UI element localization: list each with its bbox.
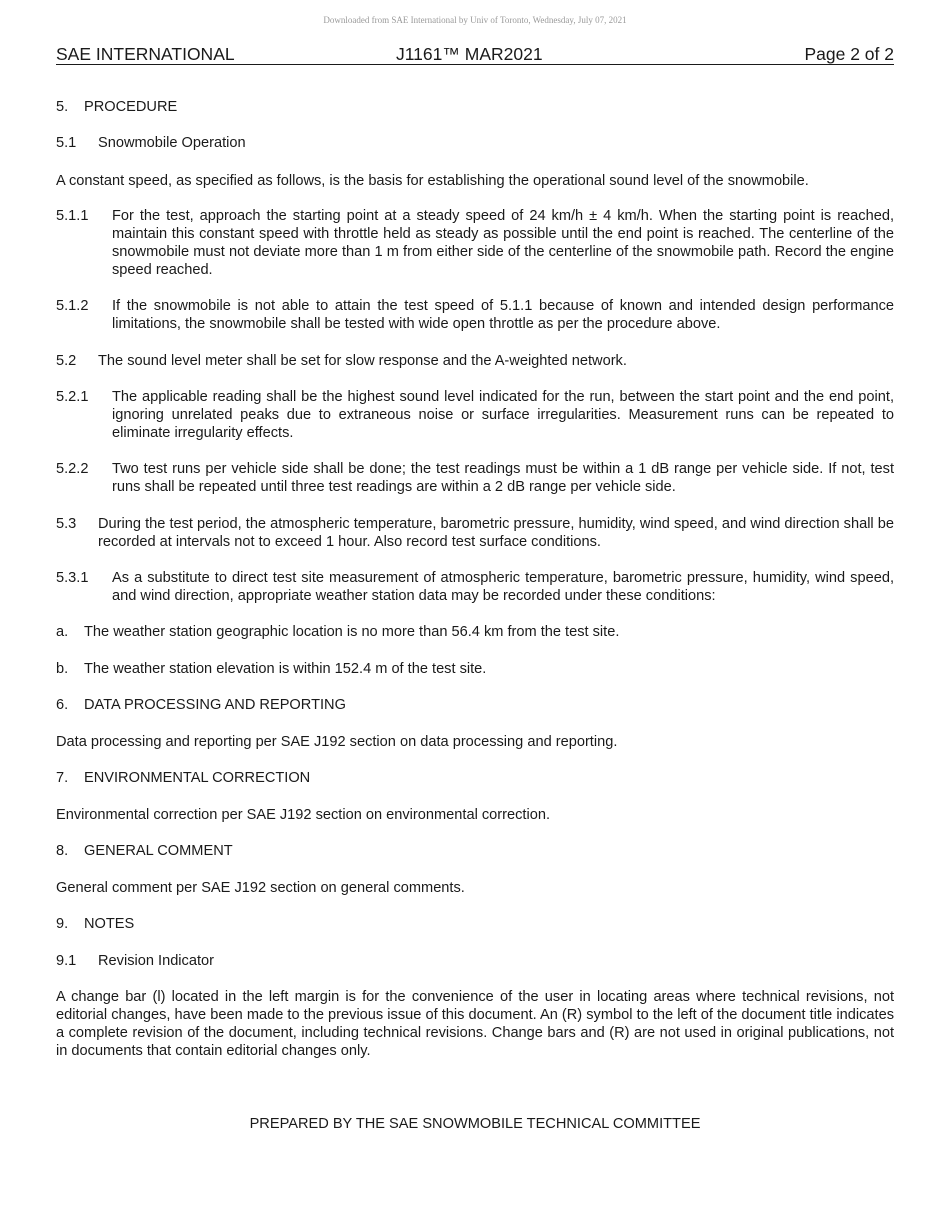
- page-header: [56, 44, 894, 65]
- committee-footer: PREPARED BY THE SAE SNOWMOBILE TECHNICAL COMMITTEE: [249, 1116, 701, 1132]
- section-5-1-2-text: If the snowmobile is not able to attain the test speed of 5.1.1 because of known and intended design performance limitations, the snowmobile shall be tested with wide open throttle as per the procedure above.: [112, 298, 894, 332]
- section-8-text: General comment per SAE J192 section on general comments.: [56, 880, 465, 896]
- section-5-2-2-text: Two test runs per vehicle side shall be done; the test readings must be within a 1 dB range per vehicle side. If not, test runs shall be repeated until three test readings are within a 2 dB range per vehicle side.: [112, 461, 894, 495]
- section-5-2-1-text: The applicable reading shall be the highest sound level indicated for the run, between the start point and the end point, ignoring unrelated peaks due to extraneous noise or surface irregularities. Measurement runs can be repeated to eliminate irregularity effects.: [112, 389, 894, 441]
- section-7-text: Environmental correction per SAE J192 section on environmental correction.: [56, 807, 551, 823]
- header-org: SAE INTERNATIONAL: [56, 44, 235, 64]
- section-5-1-1-text: For the test, approach the starting point at a steady speed of 24 km/h ± 4 km/h. When the starting point is reached, maintain this constant speed with throttle held as steady as possible until the end point is reached. The centerline of the snowmobile must not deviate more than 1 m from either side of the centerline of the snowmobile path. Record the engine speed reached.: [112, 208, 894, 278]
- header-doc-number: J1161™ MAR2021: [396, 44, 543, 64]
- section-5-1-intro: A constant speed, as specified as follows, is the basis for establishing the operational sound level of the snowmobile.: [56, 173, 809, 189]
- header-page-number: Page 2 of 2: [804, 44, 894, 64]
- section-9-1-text: A change bar (l) located in the left margin is for the convenience of the user in locating areas where technical revisions, not editorial changes, have been made to the previous issue of this document. An (R) symbol to the left of the document title indicates a complete revision of the document, including technical revisions. Change bars and (R) are not used in original publications, not in documents that contain editorial changes only.: [56, 989, 894, 1059]
- section-5-2-text: The sound level meter shall be set for slow response and the A-weighted network.: [98, 353, 627, 369]
- section-6-text: Data processing and reporting per SAE J192 section on data processing and reporting.: [56, 734, 618, 750]
- download-watermark: Downloaded from SAE International by Univ of Toronto, Wednesday, July 07, 2021: [323, 15, 627, 25]
- section-5-3-1-text: As a substitute to direct test site measurement of atmospheric temperature, barometric pressure, humidity, wind speed, and wind direction, appropriate weather station data may be recorded under these conditions:: [112, 570, 894, 604]
- section-5-3-text: During the test period, the atmospheric temperature, barometric pressure, humidity, wind speed, and wind direction shall be recorded at intervals not to exceed 1 hour. Also record test surface conditions.: [98, 516, 894, 550]
